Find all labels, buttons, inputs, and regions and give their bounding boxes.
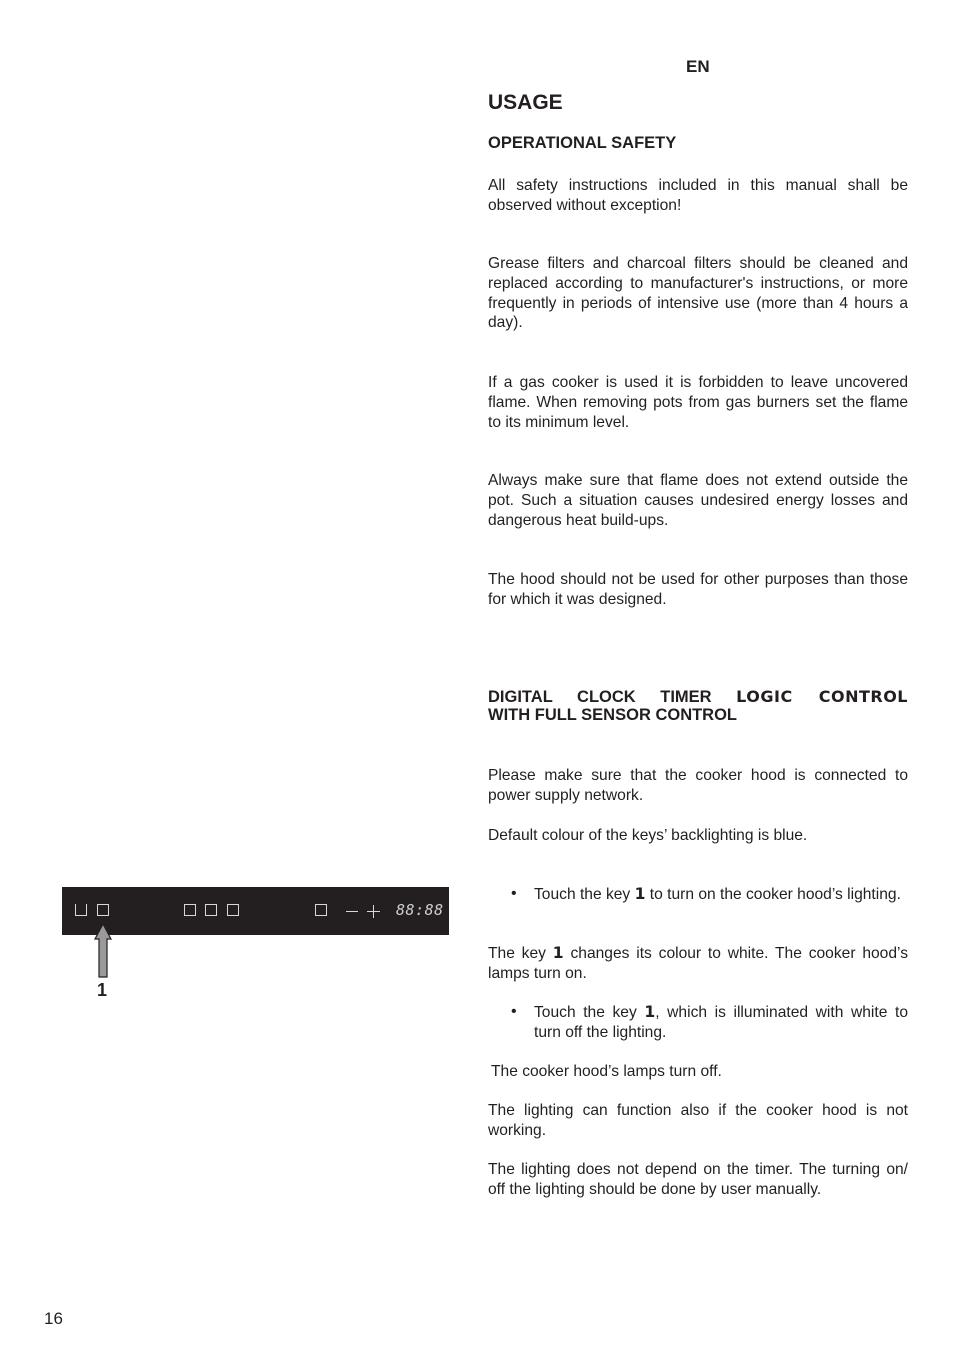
- logic-control-brand: LOGIC CONTROL: [736, 687, 908, 706]
- intro-paragraph-1: Please make sure that the cooker hood is connected to power supply network.: [488, 767, 908, 804]
- lighting-timer-paragraph: The lighting does not depend on the timer. The turning on/ off the lighting should be done by user manually.: [488, 1161, 908, 1198]
- safety-paragraph-5: The hood should not be used for other purposes than those for which it was designed.: [488, 571, 908, 608]
- power-icon: [75, 904, 87, 916]
- control-panel-illustration: [62, 887, 449, 935]
- bullet-2-mark: •: [511, 1003, 517, 1020]
- safety-paragraph-4: Always make sure that flame does not extend outside the pot. Such a situation causes undesired energy losses and dangerous heat build-ups.: [488, 472, 908, 529]
- section-heading-operational-safety: OPERATIONAL SAFETY: [488, 134, 677, 152]
- page-title: USAGE: [488, 91, 563, 114]
- bullet-1-text: [534, 885, 908, 905]
- key-1-ref: 1: [552, 944, 564, 962]
- bullet-1-mark: •: [511, 885, 517, 902]
- safety-paragraph-3: If a gas cooker is used it is forbidden to leave uncovered flame. When removing pots from gas burners set the flame to its minimum level.: [488, 374, 908, 431]
- minus-icon: [346, 911, 358, 912]
- speed-1-icon: [184, 904, 196, 916]
- lamps-off-paragraph: The cooker hood’s lamps turn off.: [491, 1063, 722, 1080]
- speed-2-icon: [205, 904, 217, 916]
- section-heading-digital-clock-timer: [488, 687, 908, 708]
- intro-paragraph-2: Default colour of the keys’ backlighting is blue.: [488, 827, 808, 844]
- language-code: EN: [686, 57, 710, 76]
- speed-3-icon: [227, 904, 239, 916]
- safety-paragraph-2: Grease filters and charcoal filters should be cleaned and replaced according to manufacturer's instructions, or more frequently in periods of intensive use (more than 4 hours a day).: [488, 255, 908, 332]
- bullet-2-pre: Touch the key: [534, 1004, 637, 1021]
- key-color-paragraph: [488, 944, 908, 984]
- key-1-ref: 1: [634, 885, 646, 903]
- arrow-up-icon: [94, 923, 112, 979]
- after-1-pre: The key: [488, 945, 546, 962]
- timer-display: 88:88: [396, 901, 444, 919]
- plus-icon-vertical: [373, 905, 374, 918]
- after-1-post: changes its colour to white. The cooker hood’s lamps turn on.: [488, 945, 908, 982]
- clock-icon: [315, 904, 327, 916]
- bullet-1-post: to turn on the cooker hood’s lighting.: [649, 886, 901, 903]
- bullet-1-pre: Touch the key: [534, 886, 631, 903]
- page-number: 16: [44, 1309, 63, 1328]
- lighting-function-paragraph: The lighting can function also if the cooker hood is not working.: [488, 1102, 908, 1139]
- arrow-label: 1: [97, 980, 108, 1000]
- section-heading-sensor-control: WITH FULL SENSOR CONTROL: [488, 706, 738, 724]
- safety-paragraph-1: All safety instructions included in this manual shall be observed without exception!: [488, 177, 908, 214]
- bullet-2-post: , which is illuminated with white to turn off the lighting.: [534, 1004, 908, 1041]
- key-1-ref: 1: [644, 1003, 656, 1021]
- bullet-2-text: [534, 1003, 908, 1043]
- heading-part-1: DIGITAL CLOCK TIMER: [488, 688, 712, 706]
- light-icon: [97, 904, 109, 916]
